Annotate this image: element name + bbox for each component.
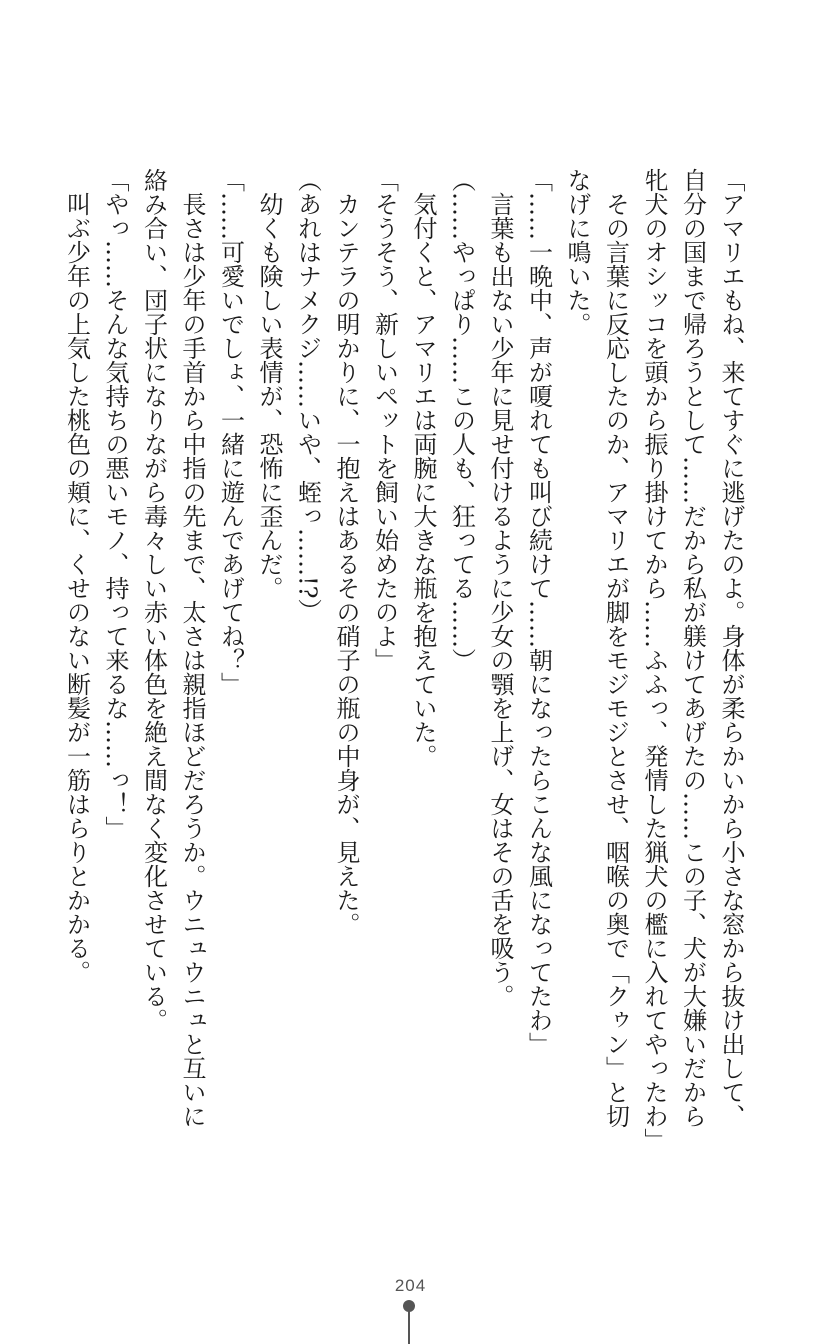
text-line: 「そうそう、新しいペットを飼い始めたのよ」	[370, 168, 399, 672]
page-number: 204	[394, 1276, 427, 1295]
text-line: 言葉も出ない少年に見せ付けるように少女の顎を上げ、女はその舌を吸う。	[486, 168, 514, 1008]
text-line: （あれはナメクジ……いや、蛭っ……!?）	[293, 168, 322, 623]
text-line: 叫ぶ少年の上気した桃色の頬に、くせのない断髪が一筋はらりとかかる。	[62, 168, 91, 984]
text-line: その言葉に反応したのか、アマリエが脚をモジモジとさせ、咽喉の奥で「クゥン」と切	[601, 168, 630, 1128]
text-line: カンテラの明かりに、一抱えはあるその硝子の瓶の中身が、見えた。	[332, 168, 360, 936]
text-line: 「やっ……そんな気持ちの悪いモノ、持って来るな……っ！」	[101, 168, 129, 840]
vertical-body-text	[62, 168, 750, 1152]
text-line: 自分の国まで帰ろうとして……だから私が躾けてあげたの……この子、犬が大嫌いだから	[678, 168, 707, 1128]
text-line: 幼くも険しい表情が、恐怖に歪んだ。	[255, 168, 283, 600]
text-line: 「……可愛いでしょ、一緒に遊んであげてね？」	[216, 168, 245, 696]
text-line: （……やっぱり……この人も、狂ってる……）	[447, 168, 476, 672]
text-line: なげに鳴いた。	[563, 168, 591, 336]
text-line: 「アマリエもね、来てすぐに逃げたのよ。身体が柔らかいから小さな窓から抜け出して、	[717, 168, 745, 1128]
text-line: 牝犬のオシッコを頭から振り掛けてから……ふふっ、発情した猟犬の檻に入れてやったわ」	[640, 168, 668, 1152]
text-line: 長さは少年の手首から中指の先まで、太さは親指ほどだろうか。ウニュウニュと互いに	[178, 168, 206, 1128]
folio-line-ornament	[408, 1310, 410, 1344]
text-line: 「……一晩中、声が嗄れても叫び続けて……朝になったらこんな風になってたわ」	[524, 168, 553, 1056]
text-line: 気付くと、アマリエは両腕に大きな瓶を抱えていた。	[409, 168, 437, 768]
text-line: 絡み合い、団子状になりながら毒々しい赤い体色を絶え間なく変化させている。	[139, 168, 168, 1032]
